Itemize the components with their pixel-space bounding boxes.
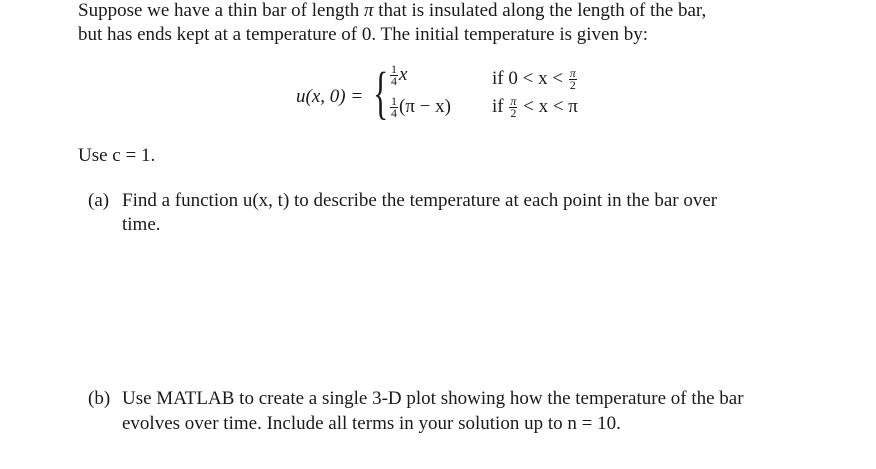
pi-symbol: π: [363, 0, 374, 21]
left-brace: {: [373, 60, 389, 125]
case-1-coefficient: $\frac{1}{4}$: [391, 62, 397, 89]
part-a-label: (a): [88, 190, 110, 211]
case-1-condition: if 0 < x < $\frac{\pi}{2}$: [492, 66, 576, 93]
pi-over-2: $\frac{\pi}{2}$: [569, 66, 576, 93]
intro-line-1-end: that is insulated along the length of the bar,: [378, 0, 707, 21]
case-2-coefficient: $\frac{1}{4}$: [391, 94, 397, 121]
equation-lhs: u(x, 0) =: [296, 86, 364, 107]
intro-line-1: [78, 0, 706, 22]
intro-line-2: but has ends kept at a temperature of 0. The initial temperature is given by:: [78, 24, 648, 45]
case-1-expression: $\frac{1}{4}$ x: [391, 62, 408, 89]
part-b-label: (b): [88, 388, 111, 409]
part-a-text-line-2: time.: [122, 214, 161, 235]
intro-line-1-start: Suppose we have a thin bar of length: [78, 0, 360, 21]
part-b-text-line-2: evolves over time. Include all terms in your solution up to n = 10.: [122, 413, 621, 434]
part-a-text-line-1: Find a function u(x, t) to describe the temperature at each point in the bar over: [122, 190, 718, 211]
case-2-condition: if $\frac{\pi}{2}$ < x < π: [492, 94, 578, 121]
case-2-expression: $\frac{1}{4}$ (π − x): [391, 94, 451, 121]
part-b-text-line-1: Use MATLAB to create a single 3-D plot showing how the temperature of the bar: [122, 388, 744, 409]
use-c-statement: Use c = 1.: [78, 145, 156, 166]
pi-over-2: $\frac{\pi}{2}$: [510, 94, 517, 121]
